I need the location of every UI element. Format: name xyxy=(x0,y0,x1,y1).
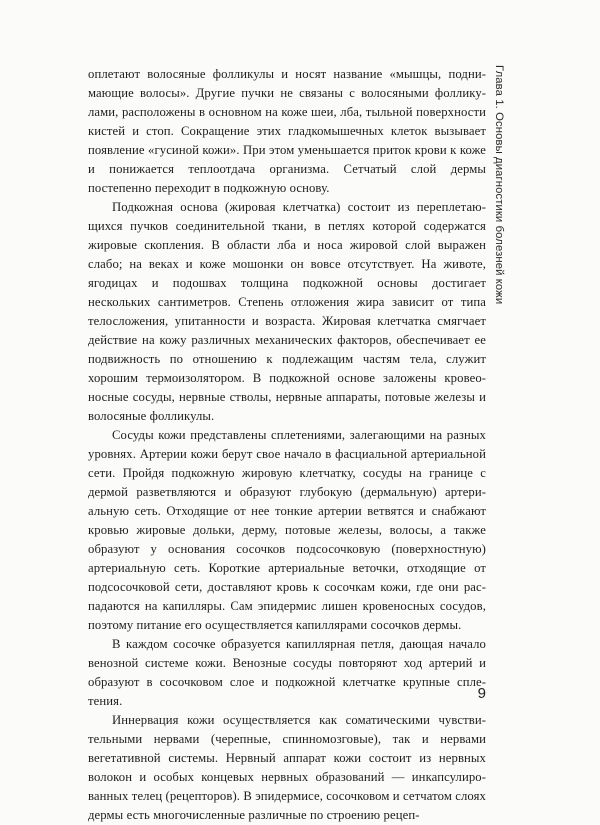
chapter-side-header xyxy=(488,65,510,310)
paragraph-subcutaneous-base: Подкожная основа (жировая клетчатка) состоит из переплетающихся пучков соединительной ткани, в петлях которой содержатся жировые скопления. В области лба и носа жировой слой выражен слабо; на веках и коже мошонки он вовсе отсутствует. На животе, ягодицах и подошвах толщина подкожной основы достигает нескольких сантиметров. Степень отложения жира зависит от типа телосложения, упитанности и возраста. Жировая клетчатка смягчает действие на кожу различных механических факторов, обеспечивает ее подвижность по отношению к подлежащим частям тела, служит хорошим термоизолятором. В подкожной основе заложены кровеоносные сосуды, нервные стволы, нервные аппараты, потовые железы и волосяные фолликулы. xyxy=(88,200,486,423)
paragraph-skin-vessels: Сосуды кожи представлены сплетениями, залегающими на разных уровнях. Артерии кожи берут свое начало в фасциальной артериальной сети. Пройдя подкожную жировую клетчатку, сосуды на границе с дермой разветвляются и образуют глубокую (дермальную) артериальную сеть. Отходящие от нее тонкие артерии ветвятся и снабжают кровью жировые дольки, дерму, потовые железы, волосы, а также образуют у основания сосочков подсосочковую (поверхностную) артериальную сеть. Короткие артериальные веточки, отходящие от подсосочковой сети, доставляют кровь к сосочкам кожи, где они распадаются на капилляры. Сам эпидермис лишен кровеносных сосудов, поэтому питание его осуществляется капиллярами сосочков дермы. xyxy=(88,428,486,632)
chapter-title: Глава 1. Основы диагностики болезней кожи xyxy=(493,65,505,305)
paragraph-innervation: Иннервация кожи осуществляется как соматическими чувствительными нервами (черепные, спинномозговые), так и нервами вегетативной системы. Нервный аппарат кожи состоит из нервных волокон и особых концевых нервных образований — инкапсулированных телец (рецепторов). В эпидермисе, сосочковом и сетчатом слоях дермы есть многочисленные различные по строению рецеп- xyxy=(88,713,486,822)
paragraph-capillary-loop: В каждом сосочке образуется капиллярная петля, дающая начало венозной системе кожи. Венозные сосуды повторяют ход артерий и образуют в сосочковом слое и подкожной клетчатке крупные сплетения. xyxy=(88,637,486,708)
page-number: 9 xyxy=(477,685,486,702)
body-text xyxy=(88,65,486,825)
paragraph-continuation: оплетают волосяные фолликулы и носят название «мышцы, поднимающие волосы». Другие пучки не связаны с волосяными фолликулами, расположены в основном на коже шеи, лба, тыльной поверхности кистей и стоп. Сокращение этих гладкомышечных клеток вызывает появление «гусиной кожи». При этом уменьшается приток крови к коже и понижается теплоотдача организма. Сетчатый слой дермы постепенно переходит в подкожную основу. xyxy=(88,67,486,195)
